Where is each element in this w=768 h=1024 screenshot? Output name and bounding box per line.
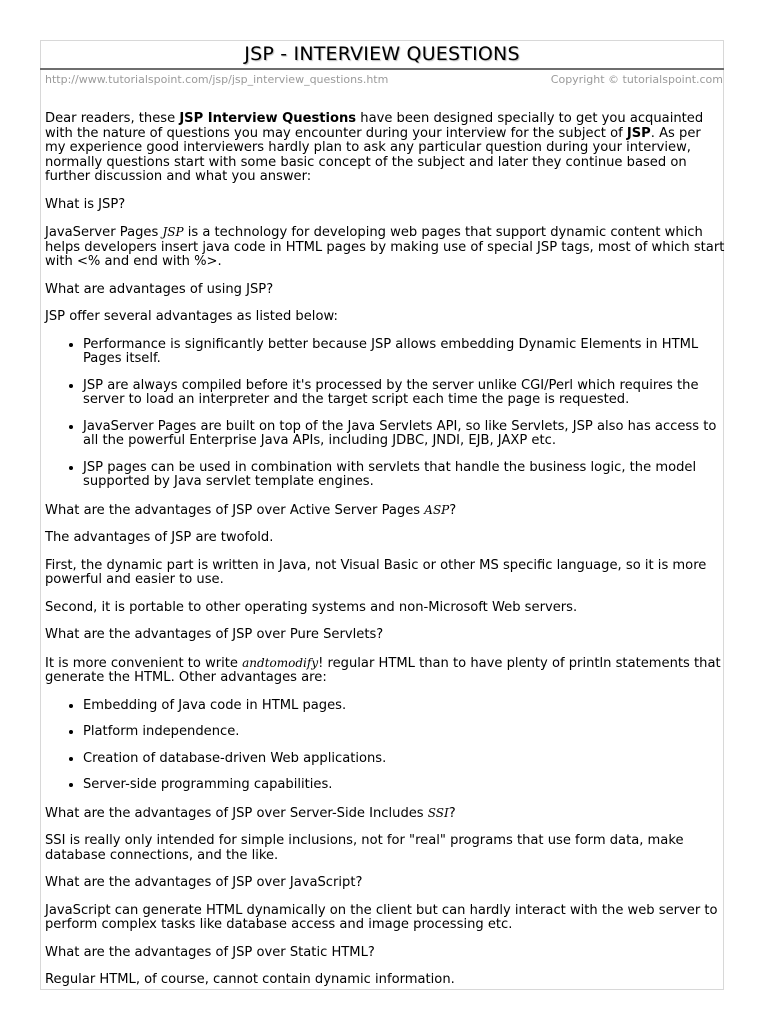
advantages-list — [45, 338, 725, 490]
list-item: • Embedding of Java code in HTML pages. — [83, 699, 725, 714]
question-7: What are the advantages of JSP over Static HTML? — [45, 944, 375, 960]
answer-3-first: First, the dynamic part is written in Java, not Visual Basic or other MS specific language, so it is more powerful and easier to use. — [45, 557, 707, 587]
intro-bold-jsp: JSP — [626, 125, 651, 141]
list-item: • JSP pages can be used in combination with servlets that handle the business logic, the model supported by Java servlet template engines. — [83, 461, 725, 490]
copyright-notice: Copyright © tutorialspoint.com — [550, 73, 723, 86]
intro-text-1: Dear readers, these — [45, 111, 180, 126]
intro-text-2: have been designed specially to get you acquainted with the nature of questions you may encounter during your interview for the subject of — [45, 111, 704, 141]
intro-paragraph — [45, 112, 725, 185]
answer-1-text-1: JavaServer Pages — [45, 225, 163, 240]
answer-1-text-2: is a technology for developing web pages that support dynamic content which helps developers insert java code in HTML pages by making use of special JSP tags, most of which start with <% and end with %>. — [45, 225, 725, 269]
answer-1 — [45, 225, 725, 270]
list-item: • JavaServer Pages are built on top of the Java Servlets API, so like Servlets, JSP also has access to all the powerful Enterprise Java APIs, including JDBC, JNDI, EJB, JAXP etc. — [83, 420, 725, 449]
answer-4 — [45, 656, 725, 686]
list-item: • Creation of database-driven Web applications. — [83, 752, 725, 767]
question-6: What are the advantages of JSP over JavaScript? — [45, 875, 363, 890]
answer-2-lead: JSP offer several advantages as listed below: — [45, 309, 338, 324]
intro-text-3: . As per my experience good interviewers hardly plan to ask any particular question during your interview, normally questions start with some basic concept of the subject and later they continue based on further discussion and what you answer: — [45, 125, 701, 184]
question-5-mark: ? — [448, 805, 456, 821]
answer-3-second: Second, it is portable to other operating systems and non-Microsoft Web servers. — [45, 599, 578, 615]
question-3 — [45, 503, 725, 519]
question-5 — [45, 806, 725, 822]
answer-1-abbr: JSP — [162, 225, 184, 239]
question-3-text: What are the advantages of JSP over Active Server Pages — [45, 502, 425, 518]
list-item: • Performance is significantly better because JSP allows embedding Dynamic Elements in HTML Pages itself. — [83, 338, 725, 367]
question-4: What are the advantages of JSP over Pure Servlets? — [45, 627, 384, 642]
answer-5: SSI is really only intended for simple inclusions, not for "real" programs that use form data, make database connections, and the like. — [45, 833, 684, 863]
title-bar — [40, 40, 724, 70]
answer-7: Regular HTML, of course, cannot contain dynamic information. — [45, 972, 455, 987]
list-item: • Server-side programming capabilities. — [83, 778, 725, 793]
answer-6: JavaScript can generate HTML dynamically on the client but can hardly interact with the web server to perform complex tasks like database access and image processing etc. — [45, 902, 718, 932]
answer-3-lead: The advantages of JSP are twofold. — [45, 530, 274, 545]
question-1: What is JSP? — [45, 196, 126, 212]
list-item: • Platform independence. — [83, 725, 725, 740]
question-3-abbr: ASP — [424, 502, 450, 517]
question-3-mark: ? — [449, 502, 457, 518]
answer-4-em: andtomodify — [242, 655, 319, 670]
servlet-advantages-list — [45, 699, 725, 793]
answer-4-text-1: It is more convenient to write — [45, 655, 243, 671]
question-2: What are advantages of using JSP? — [45, 281, 274, 297]
page-title: JSP - INTERVIEW QUESTIONS — [244, 43, 520, 65]
question-5-text: What are the advantages of JSP over Server-Side Includes — [45, 805, 428, 821]
list-item: • JSP are always compiled before it's processed by the server unlike CGI/Perl which requires the server to load an interpreter and the target script each time the page is requested. — [83, 379, 725, 408]
answer-4-text-2: ! regular HTML than to have plenty of println statements that generate the HTML. Other advantages are: — [45, 655, 721, 685]
source-url: http://www.tutorialspoint.com/jsp/jsp_interview_questions.htm — [45, 73, 389, 86]
intro-bold-title: JSP Interview Questions — [179, 111, 357, 126]
document-body — [45, 112, 725, 1001]
question-5-abbr: SSI — [427, 805, 449, 820]
